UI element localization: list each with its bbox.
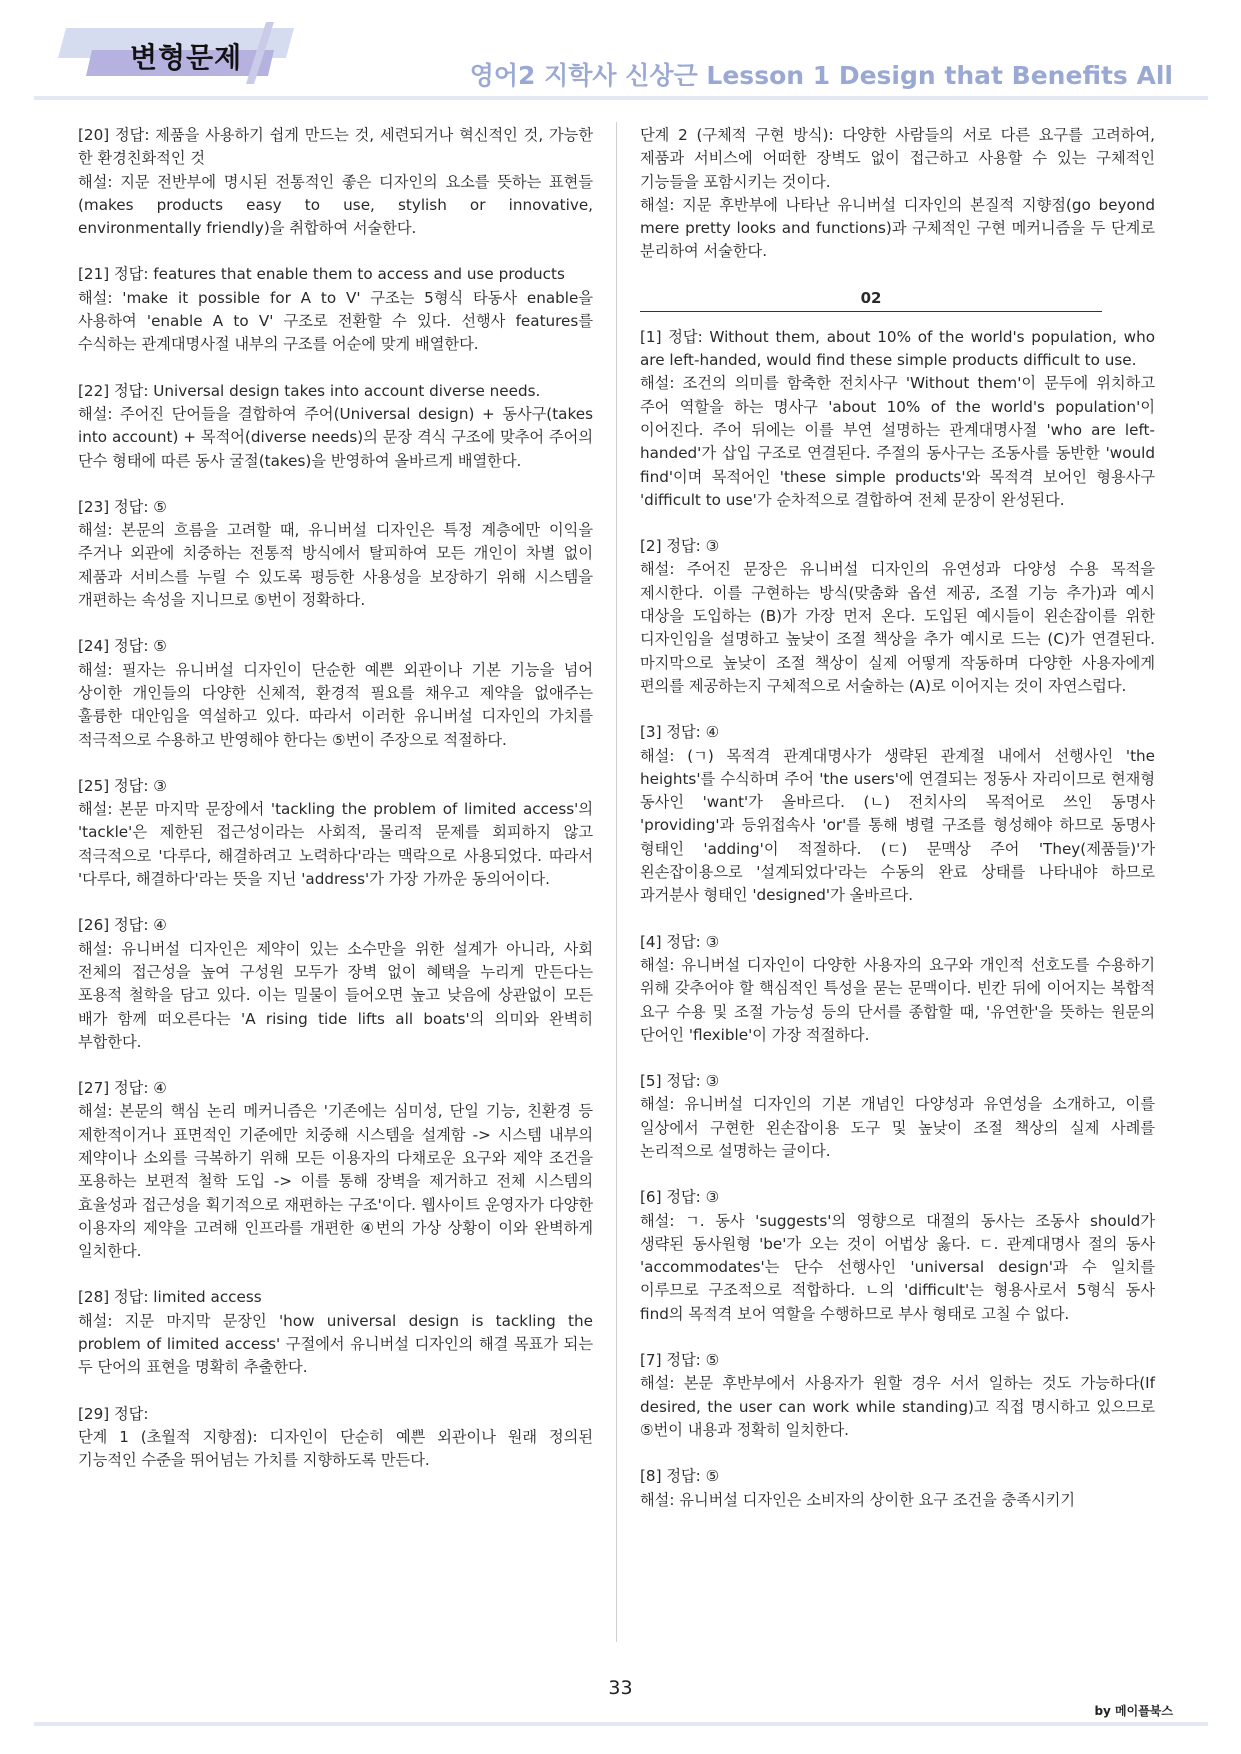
explanation-line: 해설: 본문의 흐름을 고려할 때, 유니버설 디자인은 특정 계층에만 이익을 주거나 외관에 치중하는 전통적 방식에서 탈피하여 모든 개인이 차별 없이 제품과 서비스를 누릴 수 있도록 평등한 사용성을 보장하기 위해 시스템을 개편하는 속성을 지니므로 ⑤번이 정확하다.: [78, 521, 593, 610]
answer-line: [8] 정답: ⑤: [640, 1467, 720, 1486]
badge-label: 변형문제: [130, 41, 243, 74]
answer-entry: [640, 721, 1155, 907]
left-column: [78, 124, 593, 1496]
answer-line: [3] 정답: ④: [640, 723, 720, 742]
right-column-top-block: [640, 124, 1155, 264]
explanation-line: 해설: 유니버설 디자인의 기본 개념인 다양성과 유연성을 소개하고, 이를 일상에서 구현한 왼손잡이용 도구 및 높낮이 조절 책상의 실제 사례를 논리적으로 설명하는 글이다.: [640, 1095, 1155, 1160]
answer-line: [7] 정답: ⑤: [640, 1351, 720, 1370]
answer-entry: [640, 1349, 1155, 1442]
explanation-line: 해설: 'make it possible for A to V' 구조는 5형식 타동사 enable을 사용하여 'enable A to V' 구조로 전환할 수 있다. 선행사 features를 수식하는 관계대명사절 내부의 구조를 어순에 맞게 배열한다.: [78, 288, 593, 354]
answer-entry: [640, 1186, 1155, 1326]
column-divider: [616, 122, 617, 1642]
explanation-line: 해설: ㄱ. 동사 'suggests'의 영향으로 대절의 동사는 조동사 should가 생략된 동사원형 'be'가 오는 것이 어법상 옳다. ㄷ. 관계대명사 절의 동사 'accommodates'는 단수 선행사인 'universal design'과 수 일치를 이루므로 구조적으로 적합하다. ㄴ의 'difficult'는 형용사로서 5형식 동사 find의 목적격 보어 역할을 수행하므로 부사 형태로 고칠 수 없다.: [640, 1211, 1155, 1323]
footer-rule: [34, 1722, 1208, 1726]
explanation-line: 해설: 유니버설 디자인이 다양한 사용자의 요구와 개인적 선호도를 수용하기 위해 갖추어야 할 핵심적인 특성을 묻는 문맥이다. 빈칸 뒤에 이어지는 복합적 요구 수용 및 조절 가능성 등의 단서를 종합할 때, '유연한'을 뜻하는 원문의 단어인 'flexible'이 가장 적절하다.: [640, 955, 1155, 1044]
answer-line: [28] 정답: limited access: [78, 1288, 262, 1307]
answer-line: [22] 정답: Universal design takes into account diverse needs.: [78, 381, 541, 400]
footer-credit: by 메이플북스: [1094, 1704, 1173, 1718]
answer-line: [29] 정답:: [78, 1404, 149, 1423]
answer-entry: [78, 914, 593, 1054]
answer-entry: [78, 263, 593, 356]
answer-entry: [640, 1465, 1155, 1512]
answer-line: [20] 정답: 제품을 사용하기 쉽게 만드는 것, 세련되거나 혁신적인 것, 가능한 한 환경친화적인 것: [78, 126, 593, 168]
explanation-line: 해설: 유니버설 디자인은 제약이 있는 소수만을 위한 설계가 아니라, 사회 전체의 접근성을 높여 구성원 모두가 장벽 없이 혜택을 누리게 만든다는 포용적 철학을 담고 있다. 이는 밀물이 들어오면 높고 낮음에 상관없이 모든 배가 함께 떠오른다는 'A rising tide lifts all boats'의 의미와 완벽히 부합한다.: [78, 939, 593, 1051]
explanation-line: 해설: 본문의 핵심 논리 메커니즘은 '기존에는 심미성, 단일 기능, 친환경 등 제한적이거나 표면적인 기준에만 치중해 시스템을 설계함 -> 시스템 내부의 제약이나 소외를 극복하기 위해 모든 이용자의 다채로운 요구와 제약 조건을 포용하는 보편적 철학 도입 -> 이를 통해 장벽을 제거하고 전체 시스템의 효율성과 접근성을 획기적으로 재편하는 구조'이다. 웹사이트 운영자가 다양한 이용자의 제약을 고려해 인프라를 개편한 ④번의 가상 상황이 이와 완벽하게 일치한다.: [78, 1102, 593, 1261]
answer-entry: [640, 326, 1155, 512]
explanation-line: 해설: 주어진 단어들을 결합하여 주어(Universal design) + 동사구(takes into account) + 목적어(diverse needs)의 문장 격식 구조에 맞추어 주어의 단수 형태에 따른 동사 굴절(takes)을 반영하여 올바르게 배열한다.: [78, 404, 593, 470]
explanation-line: 해설: (ㄱ) 목적격 관계대명사가 생략된 관계절 내에서 선행사인 'the heights'를 수식하며 주어 'the users'에 연결되는 정동사 자리이므로 현재형 동사인 'want'가 올바르다. (ㄴ) 전치사의 목적어로 쓰인 동명사 'providing'과 등위접속사 'or'를 통해 병렬 구조를 형성해야 하므로 동명사 형태인 'adding'이 적절하다. (ㄷ) 문맥상 주어 'They(제품들)'가 왼손잡이용으로 '설계되었다'라는 수동의 완료 상태를 나타내야 하므로 과거분사 형태인 'designed'가 올바르다.: [640, 746, 1155, 905]
explanation-line: 단계 1 (초월적 지향점): 디자인이 단순히 예쁜 외관이나 원래 정의된 기능적인 수준을 뛰어넘는 가치를 지향하도록 만든다.: [78, 1427, 593, 1470]
answer-line: [1] 정답: Without them, about 10% of the world's population, who are left-handed, would find these simple products difficult to use.: [640, 327, 1155, 370]
lesson-title: 영어2 지학사 신상근 Lesson 1 Design that Benefits All: [469, 61, 1173, 90]
explanation-line: 해설: 본문 마지막 문장에서 'tackling the problem of limited access'의 'tackle'은 제한된 접근성이라는 사회적, 물리적 문제를 회피하지 않고 적극적으로 '다루다, 해결하려고 노력하다'라는 맥락으로 사용되었다. 따라서 '다루다, 해결하다'라는 뜻을 지닌 'address'가 가장 가까운 동의어이다.: [78, 800, 593, 889]
answer-line: [24] 정답: ⑤: [78, 637, 167, 656]
answer-entry: [78, 1077, 593, 1263]
explanation-line: 해설: 조건의 의미를 함축한 전치사구 'Without them'이 문두에 위치하고 주어 역할을 하는 명사구 'about 10% of the world's population'이 이어진다. 주어 뒤에는 이를 부연 설명하는 관계대명사절 'who are left-handed'가 삽입 구조로 연결된다. 주절의 동사구는 조동사를 동반한 'would find'이며 목적어인 'these simple products'와 목적격 보어인 형용사구 'difficult to use'가 순차적으로 결합하여 전체 문장이 완성된다.: [640, 374, 1155, 509]
answer-entry: [78, 496, 593, 612]
answer-line: [25] 정답: ③: [78, 776, 167, 795]
explanation-line: 해설: 지문 후반부에 나타난 유니버설 디자인의 본질적 지향점(go beyond mere pretty looks and functions)과 구체적인 구현 메커니즘을 두 단계로 분리하여 서술한다.: [640, 195, 1155, 261]
explanation-line: 해설: 지문 마지막 문장인 'how universal design is tackling the problem of limited access' 구절에서 유니버설 디자인의 해결 목표가 되는 두 단어의 표현을 명확히 추출한다.: [78, 1311, 593, 1377]
answer-entry: [78, 1403, 593, 1473]
answer-line: [5] 정답: ③: [640, 1072, 720, 1091]
answer-line: 단계 2 (구체적 구현 방식): 다양한 사람들의 서로 다른 요구를 고려하여, 제품과 서비스에 어떠한 장벽도 없이 접근하고 사용할 수 있는 구체적인 기능들을 포함시키는 것이다.: [640, 126, 1155, 191]
answer-entry: [640, 535, 1155, 698]
header-rule: [34, 96, 1208, 100]
answer-line: [21] 정답: features that enable them to access and use products: [78, 265, 565, 284]
answer-line: [6] 정답: ③: [640, 1188, 720, 1207]
page-number: 33: [608, 1677, 633, 1699]
explanation-line: 해설: 지문 전반부에 명시된 전통적인 좋은 디자인의 요소를 뜻하는 표현들(makes products easy to use, stylish or innovative, environmentally friendly)을 취합하여 서술한다.: [78, 172, 593, 238]
answer-entry: [640, 1070, 1155, 1163]
answer-entry: [78, 380, 593, 473]
explanation-line: 해설: 유니버설 디자인은 소비자의 상이한 요구 조건을 충족시키기: [640, 1490, 1076, 1509]
answer-line: [4] 정답: ③: [640, 932, 720, 951]
explanation-line: 해설: 본문 후반부에서 사용자가 원할 경우 서서 일하는 것도 가능하다(If desired, the user can work while standing)고 직접 명시하고 있으므로 ⑤번이 내용과 정확히 일치한다.: [640, 1374, 1155, 1439]
right-column-answers: [640, 326, 1155, 1512]
answer-line: [26] 정답: ④: [78, 916, 167, 935]
answer-entry: [78, 775, 593, 891]
answer-line: [2] 정답: ③: [640, 537, 720, 556]
explanation-line: 해설: 필자는 유니버설 디자인이 단순한 예쁜 외관이나 기본 기능을 넘어 상이한 개인들의 다양한 신체적, 환경적 필요를 채우고 제약을 없애주는 훌륭한 대안임을 역설하고 있다. 따라서 이러한 유니버설 디자인의 가치를 적극적으로 수용하고 반영해야 한다는 ⑤번이 주장으로 적절하다.: [78, 660, 593, 749]
answer-entry: [78, 124, 593, 240]
answer-entry: [78, 1286, 593, 1379]
section-heading: 02: [640, 287, 1102, 312]
answer-entry: [640, 124, 1155, 264]
page-header: [0, 0, 1241, 100]
right-column: [640, 124, 1155, 1535]
answer-entry: [640, 931, 1155, 1047]
explanation-line: 해설: 주어진 문장은 유니버설 디자인의 유연성과 다양성 수용 목적을 제시한다. 이를 구현하는 방식(맞춤화 옵션 제공, 조절 기능 추가)과 예시 대상을 도입하는 (B)가 가장 먼저 온다. 도입된 예시들이 왼손잡이를 위한 디자인임을 설명하고 높낮이 조절 책상을 추가 예시로 드는 (C)가 연결된다. 마지막으로 높낮이 조절 책상이 실제 어떻게 작동하며 다양한 사용자에게 편의를 제공하는지 구체적으로 서술하는 (A)로 이어지는 것이 자연스럽다.: [640, 560, 1155, 695]
answer-line: [27] 정답: ④: [78, 1079, 167, 1098]
answer-entry: [78, 635, 593, 751]
answer-line: [23] 정답: ⑤: [78, 497, 167, 516]
